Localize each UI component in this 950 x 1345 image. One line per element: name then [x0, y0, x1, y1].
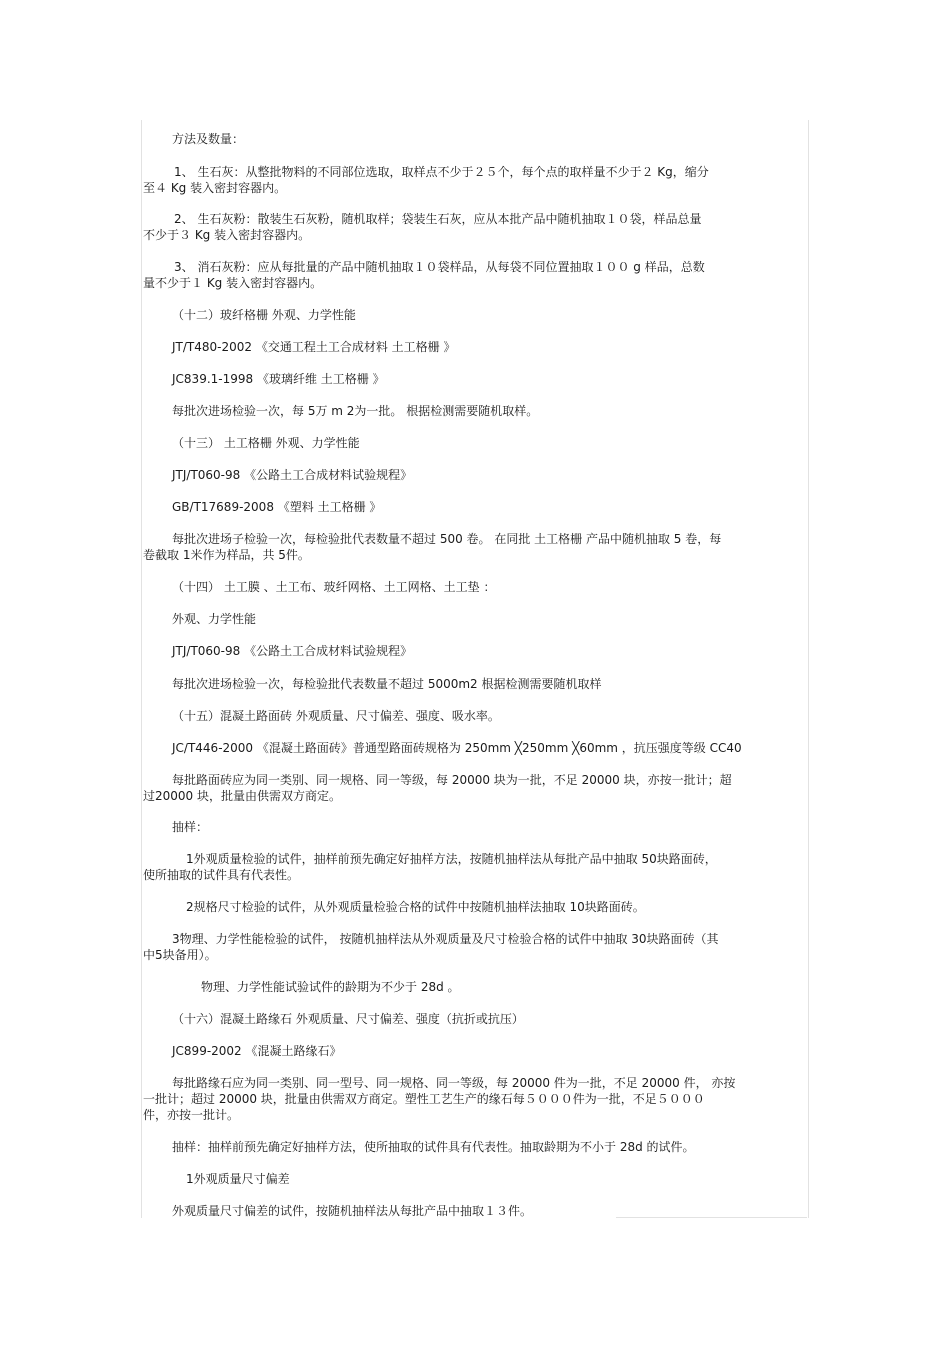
text-line: JC/T446-2000 《混凝土路面砖》普通型路面砖规格为 250mm ╳250mm ╳60mm ，抗压强度等级 CC40 [172, 741, 742, 755]
text-line: 2、 生石灰粉：散装生石灰粉，随机取样；袋装生石灰，应从本批产品中随机抽取１０袋，样品总量 [174, 212, 702, 226]
section-heading: （十三） 土工格栅 外观、力学性能 [172, 436, 360, 450]
text-line: 每批次进场子检验一次，每检验批代表数量不超过 500 卷。 在同批 土工格栅 产品中随机抽取 5 卷，每 [172, 532, 722, 546]
text-line: JTJ/T060-98 《公路土工合成材料试验规程》 [172, 468, 413, 482]
text-line: 至４ Kg 装入密封容器内。 [143, 181, 287, 195]
text-line: 1外观质量检验的试件，抽样前预先确定好抽样方法，按随机抽样法从每批产品中抽取 50块路面砖， [186, 852, 717, 866]
text-line: 不少于３ Kg 装入密封容器内。 [143, 228, 311, 242]
text-line: 3、 消石灰粉：应从每批量的产品中随机抽取１０袋样品，从每袋不同位置抽取１００ g 样品，总数 [174, 260, 705, 274]
text-line: 每批次进场检验一次，每 5万 m 2为一批。 根据检测需要随机取样。 [172, 404, 539, 418]
text-line: JT/T480-2002 《交通工程土工合成材料 土工格栅 》 [172, 340, 456, 354]
text-line: 抽样： [172, 820, 209, 834]
text-line: 每批次进场检验一次，每检验批代表数量不超过 5000m2 根据检测需要随机取样 [172, 677, 602, 691]
text-line: 外观、力学性能 [172, 612, 257, 626]
text-line: 中5块备用）。 [143, 948, 217, 962]
text-line: 卷截取 1米作为样品，共 5件。 [143, 548, 310, 562]
text-line: 件，亦按一批计。 [143, 1108, 240, 1122]
text-line: 使所抽取的试件具有代表性。 [143, 868, 300, 882]
text-line: 1、 生石灰：从整批物料的不同部位选取，取样点不少于２５个，每个点的取样量不少于２ Kg，缩分 [174, 165, 709, 179]
text-line: 外观质量尺寸偏差的试件，按随机抽样法从每批产品中抽取１３件。 [172, 1204, 533, 1218]
text-line: JC839.1-1998 《玻璃纤维 土工格栅 》 [172, 372, 385, 386]
text-line: 每批路面砖应为同一类别、同一规格、同一等级，每 20000 块为一批，不足 20000 块，亦按一批计；超 [172, 773, 732, 787]
text-line: 2规格尺寸检验的试件，从外观质量检验合格的试件中按随机抽样法抽取 10块路面砖。 [186, 900, 645, 914]
text-line: 一批计；超过 20000 块，批量由供需双方商定。塑性工艺生产的缘石每５０００件为一批，不足５０００ [143, 1092, 705, 1106]
text-line: 抽样：抽样前预先确定好抽样方法，使所抽取的试件具有代表性。抽取龄期为不小于 28d 的试件。 [172, 1140, 695, 1154]
text-line: 每批路缘石应为同一类别、同一型号、同一规格、同一等级，每 20000 件为一批，不足 20000 件， 亦按 [172, 1076, 736, 1090]
text-line: 物理、力学性能试验试件的龄期为不少于 28d 。 [201, 980, 460, 994]
text-line: 3物理、力学性能检验的试件， 按随机抽样法从外观质量及尺寸检验合格的试件中抽取 30块路面砖（其 [172, 932, 719, 946]
section-heading: （十二）玻纤格栅 外观、力学性能 [172, 308, 356, 322]
text-line: GB/T17689-2008 《塑料 土工格栅 》 [172, 500, 382, 514]
section-heading: （十六）混凝土路缘石 外观质量、尺寸偏差、强度（抗折或抗压） [172, 1012, 524, 1026]
text-line: 方法及数量： [172, 132, 245, 146]
section-heading: （十五）混凝土路面砖 外观质量、尺寸偏差、强度、吸水率。 [172, 709, 500, 723]
text-line: JTJ/T060-98 《公路土工合成材料试验规程》 [172, 644, 413, 658]
text-line: 过20000 块，批量由供需双方商定。 [143, 789, 341, 803]
text-line: JC899-2002 《混凝土路缘石》 [172, 1044, 342, 1058]
text-line: 量不少于１ Kg 装入密封容器内。 [143, 276, 323, 290]
section-heading: （十四） 土工膜 、土工布、玻纤网格、土工网格、土工垫 ： [172, 580, 496, 594]
text-line: 1外观质量尺寸偏差 [186, 1172, 290, 1186]
